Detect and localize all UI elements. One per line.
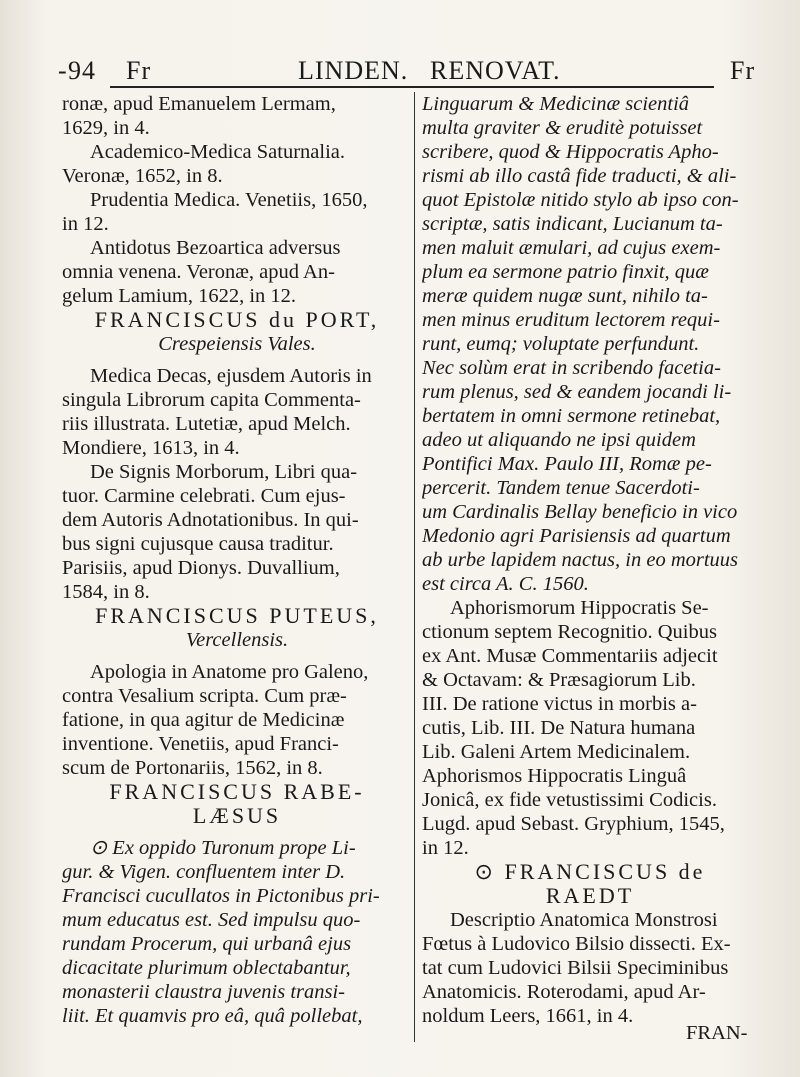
left-column-line: ⊙ Ex oppido Turonum prope Li- bbox=[90, 837, 356, 859]
right-column-line: multa graviter & eruditè potuisset bbox=[422, 117, 703, 139]
left-column-line: Veronæ, 1652, in 8. bbox=[62, 165, 223, 187]
page-number-prefix: - bbox=[58, 56, 68, 85]
right-column bbox=[422, 92, 758, 1028]
left-column bbox=[62, 92, 412, 1028]
right-column-line: rismi ab illo castâ fide traducti, & ali- bbox=[422, 165, 737, 187]
left-column-line bbox=[62, 356, 412, 364]
left-column-line: gelum Lamium, 1622, in 12. bbox=[62, 285, 297, 307]
header-rule bbox=[110, 86, 714, 88]
right-column-line: noldum Leers, 1661, in 4. bbox=[422, 1005, 634, 1027]
catchword: FRAN- bbox=[686, 1022, 748, 1044]
header-title-left: LINDEN. bbox=[298, 56, 409, 85]
right-column-line: Jonicâ, ex fide vetustissimi Codicis. bbox=[422, 789, 717, 811]
right-column-line: cutis, Lib. III. De Natura humana bbox=[422, 717, 696, 739]
right-column-line: um Cardinalis Bellay beneficio in vico bbox=[422, 501, 738, 523]
left-column-line: inventione. Venetiis, apud Franci- bbox=[62, 733, 339, 755]
page-number: 94 bbox=[68, 56, 96, 85]
left-column-line: liit. Et quamvis pro eâ, quâ pollebat, bbox=[62, 1005, 363, 1027]
right-column-line: scribere, quod & Hippocratis Apho- bbox=[422, 141, 719, 163]
left-column-line: Medica Decas, ejusdem Autoris in bbox=[90, 365, 372, 387]
right-column-line: meræ quidem nugæ sunt, nihilo ta- bbox=[422, 285, 708, 307]
left-column-line: monasterii claustra juvenis transi- bbox=[62, 981, 346, 1003]
right-column-line: scriptæ, satis indicant, Lucianum ta- bbox=[422, 213, 723, 235]
right-column-line: ab urbe lapidem nactus, in eo mortuus bbox=[422, 549, 739, 571]
right-column-line: est circa A. C. 1560. bbox=[422, 573, 589, 595]
left-column-line: riis illustrata. Lutetiæ, apud Melch. bbox=[62, 413, 351, 435]
left-column-line: Antidotus Bezoartica adversus bbox=[90, 237, 341, 259]
header-right-mark: Fr bbox=[730, 56, 756, 85]
left-column-line: singula Librorum capita Commenta- bbox=[62, 389, 361, 411]
right-column-line: ⊙ FRANCISCUS de bbox=[474, 860, 706, 884]
right-column-line: tat cum Ludovici Bilsii Speciminibus bbox=[422, 957, 729, 979]
right-column-line: III. De ratione victus in morbis a- bbox=[422, 693, 697, 715]
left-column-line: ronæ, apud Emanuelem Lermam, bbox=[62, 93, 336, 115]
right-column-line: Nec solùm erat in scribendo facetia- bbox=[422, 357, 721, 379]
header-title-right: RENOVAT. bbox=[430, 56, 561, 85]
left-column-line: Vercellensis. bbox=[185, 629, 289, 651]
right-column-line: bertatem in omni sermone retinebat, bbox=[422, 405, 721, 427]
right-column-line: quot Epistolæ nitido stylo ab ipso con- bbox=[422, 189, 739, 211]
right-column-line: Descriptio Anatomica Monstrosi bbox=[450, 909, 718, 931]
left-column-line: contra Vesalium scripta. Cum præ- bbox=[62, 685, 347, 707]
left-column-line: bus signi cujusque causa traditur. bbox=[62, 533, 334, 555]
left-column-line: mum educatus est. Sed impulsu quo- bbox=[62, 909, 361, 931]
left-column-line: omnia venena. Veronæ, apud An- bbox=[62, 261, 335, 283]
left-column-line: scum de Portonariis, 1562, in 8. bbox=[62, 757, 323, 779]
right-column-line: men maluit æmulari, ad cujus exem- bbox=[422, 237, 721, 259]
right-column-line: Fœtus à Ludovico Bilsio dissecti. Ex- bbox=[422, 933, 731, 955]
right-column-line: Pontifici Max. Paulo III, Romæ pe- bbox=[422, 453, 712, 475]
left-column-line: 1584, in 8. bbox=[62, 581, 150, 603]
left-column-line bbox=[62, 652, 412, 660]
left-column-line: dem Autoris Adnotationibus. In qui- bbox=[62, 509, 359, 531]
left-column-line: FRANCISCUS du PORT, bbox=[94, 308, 380, 332]
right-column-line: Lugd. apud Sebast. Gryphium, 1545, bbox=[422, 813, 725, 835]
left-column-line: fatione, in qua agitur de Medicinæ bbox=[62, 709, 345, 731]
right-column-line: plum ea sermone patrio finxit, quæ bbox=[422, 261, 709, 283]
left-column-line: tuor. Carmine celebrati. Cum ejus- bbox=[62, 485, 346, 507]
right-column-line: Aphorismorum Hippocratis Se- bbox=[450, 597, 709, 619]
right-column-line: ex Ant. Musæ Commentariis adjecit bbox=[422, 645, 718, 667]
right-column-line: men minus eruditum lectorem requi- bbox=[422, 309, 720, 331]
left-column-line: FRANCISCUS PUTEUS, bbox=[95, 604, 379, 628]
right-column-line: Lib. Galeni Artem Medicinalem. bbox=[422, 741, 691, 763]
right-column-line: Aphorismos Hippocratis Linguâ bbox=[422, 765, 687, 787]
left-column-line: Francisci cucullatos in Pictonibus pri- bbox=[62, 885, 380, 907]
right-column-line: ctionum septem Recognitio. Quibus bbox=[422, 621, 717, 643]
left-column-line: Prudentia Medica. Venetiis, 1650, bbox=[90, 189, 368, 211]
left-column-line: dicacitate plurimum oblectabantur, bbox=[62, 957, 351, 979]
left-column-line: Apologia in Anatome pro Galeno, bbox=[90, 661, 369, 683]
left-column-line: De Signis Morborum, Libri qua- bbox=[90, 461, 358, 483]
left-column-line: rundam Procerum, qui urbanâ ejus bbox=[62, 933, 352, 955]
right-column-line: Anatomicis. Roterodami, apud Ar- bbox=[422, 981, 706, 1003]
right-column-line: percerit. Tandem tenue Sacerdoti- bbox=[422, 477, 700, 499]
right-column-line: Linguarum & Medicinæ scientiâ bbox=[422, 93, 690, 115]
left-column-line: Parisiis, apud Dionys. Duvallium, bbox=[62, 557, 340, 579]
left-column-line: gur. & Vigen. confluentem inter D. bbox=[62, 861, 346, 883]
left-column-line bbox=[62, 828, 412, 836]
left-column-line: in 12. bbox=[62, 213, 109, 235]
right-column-line: adeo ut aliquando ne ipsi quidem bbox=[422, 429, 696, 451]
right-column-line: runt, eumq; voluptate perfundunt. bbox=[422, 333, 700, 355]
left-column-line: LÆSUS bbox=[192, 804, 282, 828]
right-column-line: RAEDT bbox=[545, 884, 635, 908]
left-column-line: Crespeiensis Vales. bbox=[158, 333, 316, 355]
column-divider bbox=[414, 92, 415, 1042]
left-column-line: FRANCISCUS RABE- bbox=[109, 780, 365, 804]
left-column-line: Mondiere, 1613, in 4. bbox=[62, 437, 240, 459]
left-column-line: 1629, in 4. bbox=[62, 117, 150, 139]
right-column-line: rum plenus, sed & eandem jocandi li- bbox=[422, 381, 732, 403]
right-column-line: & Octavam: & Præsagiorum Lib. bbox=[422, 669, 696, 691]
left-column-line: Academico-Medica Saturnalia. bbox=[90, 141, 345, 163]
right-column-line: Medonio agri Parisiensis ad quartum bbox=[422, 525, 731, 547]
right-column-line: in 12. bbox=[422, 837, 469, 859]
header-left-mark: Fr bbox=[126, 56, 152, 85]
